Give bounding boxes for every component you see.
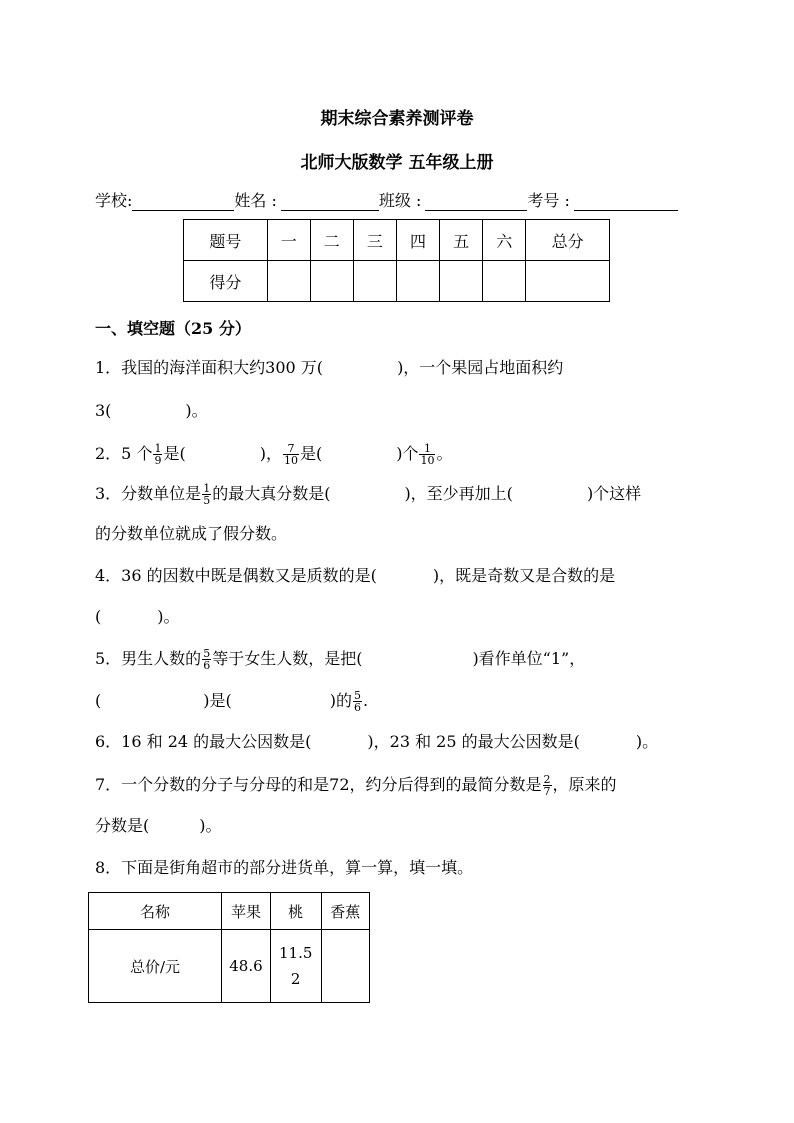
fraction: $\frac{2}{7}$: [543, 773, 551, 798]
q3-text-b: 的最大真分数是(: [212, 484, 331, 503]
question-5-line-1: [95, 648, 585, 671]
q2-text-b: 是(: [163, 444, 186, 463]
score-cell[interactable]: [483, 261, 526, 302]
question-3-line-2: 的分数单位就成了假分数。: [95, 524, 288, 543]
q7-text-b: ，原来的: [552, 775, 617, 794]
q2-text-e: )个: [396, 444, 419, 463]
peach-total-line-2: 2: [290, 970, 301, 988]
q1-text-b: )，一个果园占地面积约: [397, 358, 564, 377]
q4-text-b: )，既是奇数又是合数的是: [432, 566, 616, 585]
q6-text-b: )，23 和 25 的最大公因数是(: [367, 732, 580, 751]
question-4-line-2: [95, 607, 180, 627]
purchase-header-cell: 名称: [89, 893, 222, 930]
q6-text-a: 6．16 和 24 的最大公因数是(: [95, 732, 312, 751]
peach-total-cell: [270, 930, 321, 1003]
score-table: [183, 219, 610, 302]
q3-text-a: 3．分数单位是: [95, 484, 202, 503]
score-cell[interactable]: [267, 261, 310, 302]
school-blank[interactable]: [132, 192, 234, 211]
q4-text-a: 4．36 的因数中既是偶数又是质数的是(: [95, 566, 377, 585]
q1-text-c: 3(: [95, 401, 112, 420]
exam-no-blank[interactable]: [574, 192, 678, 211]
fraction: $\frac{1}{5}$: [203, 482, 211, 507]
fraction: $\frac{7}{10}$: [283, 442, 298, 467]
score-cell[interactable]: [440, 261, 483, 302]
q1-text-a: 1．我国的海洋面积大约300 万(: [95, 358, 324, 377]
score-header-cell: 一: [267, 220, 310, 261]
fraction: $\frac{1}{9}$: [154, 442, 162, 467]
fraction: $\frac{5}{6}$: [354, 689, 361, 714]
score-header-cell: 五: [440, 220, 483, 261]
q5-text-a: 5．男生人数的: [95, 649, 202, 668]
q5-text-g: )的: [329, 691, 352, 710]
class-label: 班级 :: [378, 191, 422, 210]
fraction: $\frac{1}{10}$: [420, 442, 435, 467]
score-header-cell: 题号: [184, 220, 268, 261]
question-2: [95, 443, 452, 466]
score-table-score-row: [184, 261, 610, 302]
score-cell[interactable]: [526, 261, 610, 302]
q4-text-d: )。: [157, 607, 180, 626]
question-4-line-1: [95, 566, 615, 586]
exam-no-label: 考号 :: [527, 191, 570, 210]
student-info-row: [95, 188, 705, 211]
fraction: $\frac{5}{6}$: [203, 647, 211, 672]
purchase-table-header-row: [89, 893, 370, 930]
question-1-line-1: [95, 358, 563, 378]
name-blank[interactable]: [281, 192, 379, 211]
exam-subtitle: 北师大版数学 五年级上册: [300, 153, 494, 173]
q3-text-d: )个这样: [586, 484, 642, 503]
purchase-table-row: [89, 930, 370, 1003]
purchase-header-cell: 桃: [270, 893, 321, 930]
score-cell[interactable]: [396, 261, 439, 302]
class-blank[interactable]: [425, 192, 527, 211]
purchase-header-cell: 苹果: [222, 893, 271, 930]
question-3-line-1: [95, 483, 641, 506]
q5-text-d: (: [95, 691, 102, 710]
question-8: 8．下面是街角超市的部分进货单，算一算，填一填。: [95, 858, 474, 877]
purchase-header-cell: 香蕉: [321, 893, 369, 930]
score-header-cell: 总分: [526, 220, 610, 261]
score-cell[interactable]: [310, 261, 353, 302]
name-label: 姓名 :: [234, 191, 277, 210]
score-header-cell: 二: [310, 220, 353, 261]
q5-text-c: )看作单位“1”，: [472, 649, 586, 668]
question-1-line-2: [95, 401, 208, 421]
peach-total-line-1: 11.5: [278, 944, 313, 962]
q1-text-d: )。: [185, 401, 208, 420]
score-header-cell: 四: [396, 220, 439, 261]
score-table-header-row: [184, 220, 610, 261]
q7-text-d: )。: [199, 816, 222, 835]
question-7-line-2: [95, 816, 222, 836]
question-7-line-1: [95, 774, 617, 797]
q3-text-c: )，至少再加上(: [404, 484, 513, 503]
school-label: 学校:: [95, 191, 133, 210]
banana-total-cell[interactable]: [321, 930, 369, 1003]
score-cell[interactable]: [353, 261, 396, 302]
section-1-heading: 一、填空题（25 分）: [95, 319, 251, 338]
q2-text-c: )，: [259, 444, 282, 463]
q2-text-g: 。: [436, 444, 453, 463]
q2-text-d: 是(: [299, 444, 323, 463]
question-5-line-2: [95, 690, 368, 713]
purchase-table: [88, 892, 370, 1003]
score-row-label: 得分: [184, 261, 268, 302]
q2-text-a: 2．5 个: [95, 444, 153, 463]
exam-title: 期末综合素养测评卷: [320, 109, 474, 129]
q7-text-c: 分数是(: [95, 816, 150, 835]
score-header-cell: 三: [353, 220, 396, 261]
q5-text-h: .: [363, 691, 369, 710]
q6-text-c: )。: [635, 732, 659, 751]
apple-total-cell: 48.6: [222, 930, 271, 1003]
q7-text-a: 7．一个分数的分子与分母的和是72，约分后得到的最简分数是: [95, 775, 542, 794]
question-6: [95, 732, 658, 752]
score-header-cell: 六: [483, 220, 526, 261]
q5-text-b: 等于女生人数，是把(: [212, 649, 363, 668]
purchase-row-label: 总价/元: [89, 930, 222, 1003]
q5-text-e: )是(: [203, 691, 232, 710]
q4-text-c: (: [95, 607, 102, 626]
